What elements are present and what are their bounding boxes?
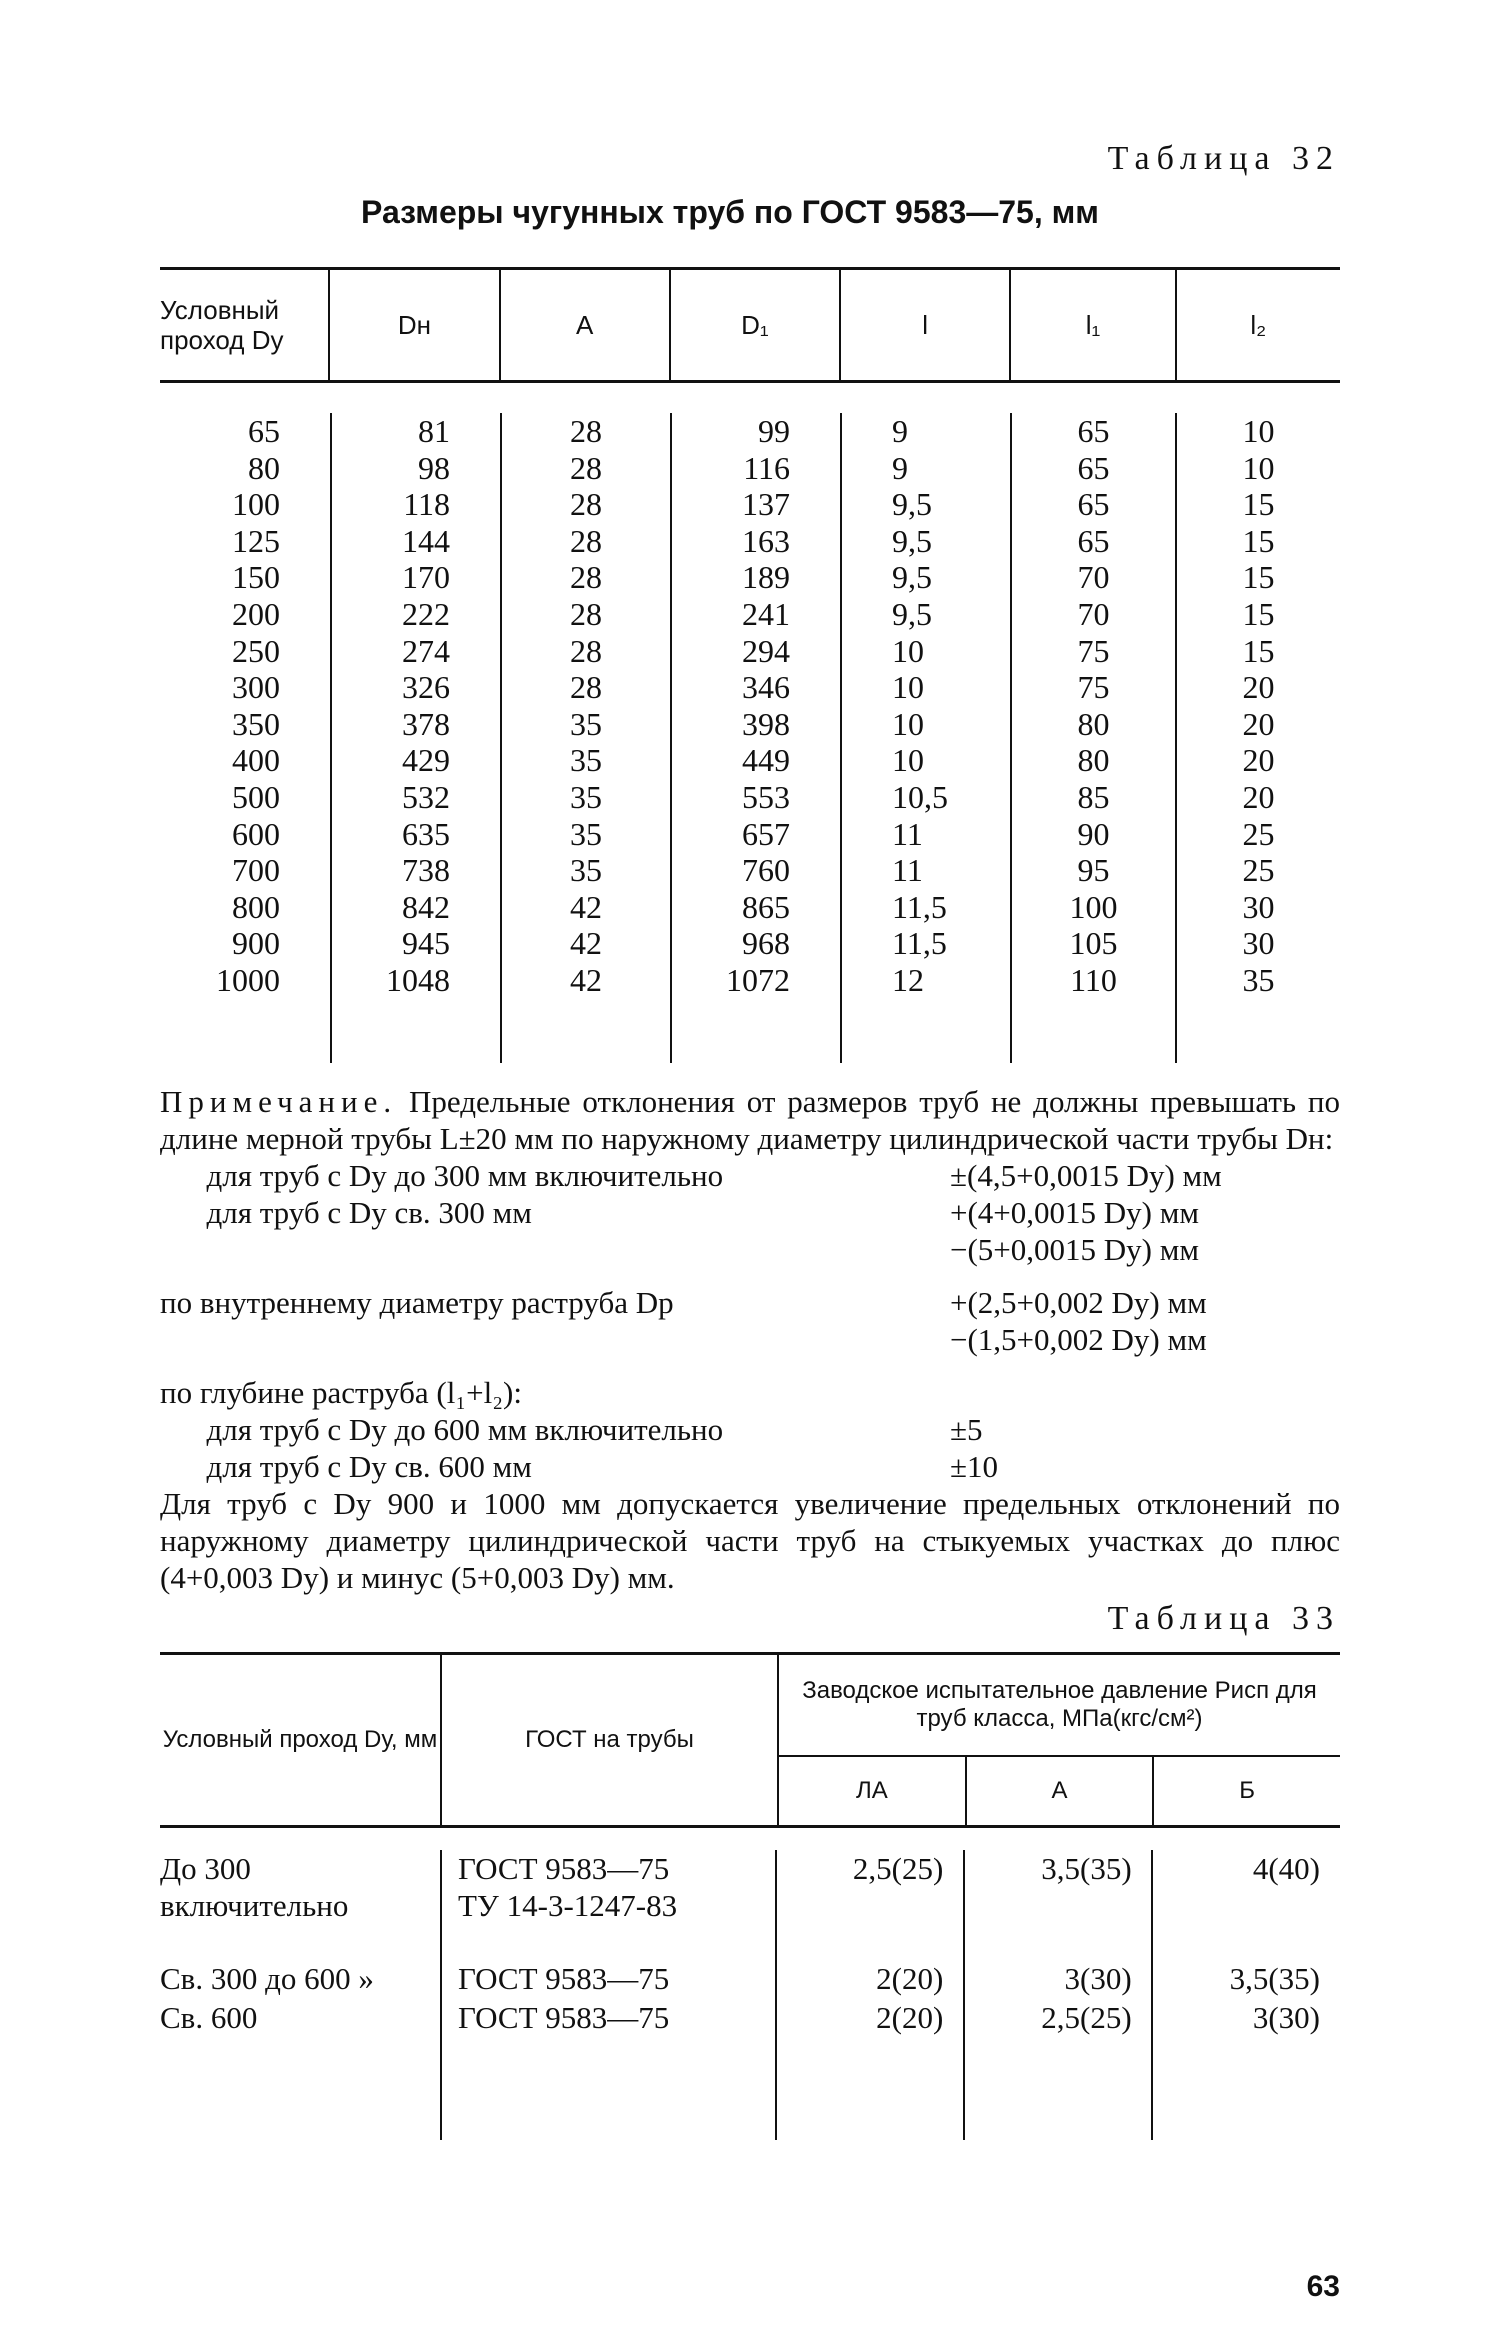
table-row — [160, 1960, 1340, 1997]
table-cell: 9,5 — [892, 522, 932, 559]
table-cell: 70 — [1077, 559, 1110, 596]
table-cell: 189 — [742, 559, 790, 596]
table-cell: 250 — [232, 632, 280, 669]
cell-dy: До 300 включительно — [160, 1851, 349, 1923]
table-cell: 10 — [1242, 449, 1275, 486]
cell-pressures — [775, 1999, 1340, 2036]
table-cell: 326 — [402, 669, 450, 706]
table-cell: 20 — [1242, 705, 1275, 742]
cell-pressures — [775, 1850, 1340, 1924]
table-cell: 75 — [1077, 632, 1110, 669]
deviation-value: +(4+0,0015 Dу) мм — [950, 1195, 1199, 1230]
table-cell: 9,5 — [892, 595, 932, 632]
table-cell: 15 — [1242, 632, 1275, 669]
table-cell: 20 — [1242, 669, 1275, 706]
pressure-a: 3(30) — [1064, 1961, 1132, 1996]
table-cell: 80 — [248, 449, 280, 486]
table-cell: 25 — [1242, 815, 1275, 852]
table-cell: 12 — [892, 961, 924, 998]
deviation-label: для труб с Dу св. 300 мм — [160, 1195, 532, 1230]
header-dn: Dн — [328, 270, 498, 380]
table-cell: 28 — [570, 595, 602, 632]
note-paragraph — [160, 1083, 1340, 1157]
table-cell: 15 — [1242, 522, 1275, 559]
table-cell: 65 — [1077, 449, 1110, 486]
table-cell: 42 — [570, 925, 602, 962]
table-cell: 30 — [1242, 888, 1275, 925]
table-cell: 125 — [232, 522, 280, 559]
header-class-la: ЛА — [855, 1777, 888, 1804]
cell-gost — [440, 1850, 775, 1924]
note-block — [160, 1083, 1340, 1596]
table-cell: 10 — [892, 669, 924, 706]
deviation-label: по внутреннему диаметру раструба Dр — [160, 1285, 674, 1320]
deviation-row — [160, 1157, 1340, 1194]
deviation-value: ±10 — [950, 1449, 999, 1484]
table-cell: 100 — [1069, 888, 1118, 925]
table-cell: 11 — [892, 815, 923, 852]
deviation-label: для труб с Dу до 600 мм включительно — [160, 1412, 724, 1447]
header-l2: l₂ — [1175, 270, 1340, 380]
pressure-b: 3,5(35) — [1229, 1961, 1320, 1996]
note-text: Предельные отклонения от размеров труб не должны превышать по длине мерной трубы L±20 мм по наружному диаметру цилиндрической части трубы Dн: — [160, 1084, 1341, 1156]
header-a: A — [499, 270, 669, 380]
table-cell: 85 — [1077, 778, 1110, 815]
table-cell: 657 — [742, 815, 790, 852]
table-cell: 635 — [402, 815, 450, 852]
table-cell: 110 — [1070, 961, 1117, 998]
deviation-row — [160, 1374, 1340, 1411]
table-cell: 99 — [758, 413, 790, 449]
table-cell: 28 — [570, 413, 602, 449]
table-cell: 150 — [232, 559, 280, 596]
deviation-row — [160, 1231, 1340, 1268]
pressure-la: 2,5(25) — [852, 1851, 944, 1886]
pressure-la: 2(20) — [876, 1961, 944, 1996]
table-cell: 35 — [570, 815, 602, 852]
table-cell: 116 — [743, 449, 790, 486]
header-pressure-group — [777, 1655, 1340, 1825]
table32-title: Размеры чугунных труб по ГОСТ 9583—75, мм — [361, 194, 1099, 230]
deviation-list — [160, 1157, 1340, 1485]
pressure-a: 3,5(35) — [1041, 1851, 1132, 1886]
table-cell: 10 — [1242, 413, 1275, 449]
table-cell: 398 — [742, 705, 790, 742]
gost-line: ГОСТ 9583—75 — [458, 2000, 670, 2035]
table-cell: 65 — [1077, 486, 1110, 523]
pressure-a: 2,5(25) — [1041, 2000, 1132, 2035]
table-cell: 70 — [1077, 595, 1110, 632]
table-cell: 429 — [402, 742, 450, 779]
deviation-value: −(5+0,0015 Dу) мм — [950, 1232, 1199, 1267]
col-dy — [160, 413, 330, 1063]
table-cell: 300 — [232, 669, 280, 706]
table-cell: 9 — [892, 413, 908, 449]
table32-caption: Таблица 32 — [1107, 140, 1340, 177]
table-cell: 11,5 — [892, 925, 947, 962]
table-cell: 700 — [232, 852, 280, 889]
header-dy-mm: Условный проход Dу, мм — [162, 1726, 438, 1753]
table33-header — [160, 1652, 1340, 1828]
table-cell: 222 — [402, 595, 450, 632]
table-cell: 100 — [232, 486, 280, 523]
table-cell: 75 — [1077, 669, 1110, 706]
gost-line: ГОСТ 9583—75 — [458, 1961, 670, 1996]
table-cell: 10 — [892, 705, 924, 742]
table33-divider — [440, 1850, 442, 2140]
table-cell: 30 — [1242, 925, 1275, 962]
deviation-row — [160, 1284, 1340, 1321]
header-classes — [779, 1757, 1340, 1825]
table-cell: 20 — [1242, 742, 1275, 779]
table-cell: 28 — [570, 669, 602, 706]
deviation-label — [160, 1231, 950, 1268]
table-cell: 553 — [742, 778, 790, 815]
header-d1: D₁ — [669, 270, 839, 380]
deviation-row — [160, 1194, 1340, 1231]
cell-gost — [440, 1960, 775, 1997]
table-cell: 105 — [1069, 925, 1118, 962]
table-cell: 95 — [1077, 852, 1110, 889]
table-cell: 760 — [742, 852, 790, 889]
table-cell: 200 — [232, 595, 280, 632]
header-class-b: Б — [1152, 1757, 1340, 1825]
table-cell: 1000 — [216, 961, 280, 998]
table-cell: 137 — [742, 486, 790, 523]
table-cell: 10,5 — [892, 778, 948, 815]
cell-dy: Св. 600 — [160, 2000, 258, 2035]
pressure-la: 2(20) — [876, 2000, 944, 2035]
table-cell: 11,5 — [892, 888, 947, 925]
table-cell: 90 — [1077, 815, 1110, 852]
cell-dy: Св. 300 до 600 » — [160, 1961, 374, 1996]
page — [160, 140, 1341, 2303]
table-cell: 945 — [402, 925, 450, 962]
table32 — [160, 267, 1340, 1063]
note-paragraph-2: Для труб с Dу 900 и 1000 мм допускается увеличение предельных отклонений по наружному диаметру цилиндрической части труб на стыкуемых участках до плюс (4+0,003 Dу) и минус (5+0,003 Dу) мм. — [160, 1486, 1340, 1595]
header-dy: Условный проход Dу — [160, 295, 284, 355]
table-cell: 738 — [402, 852, 450, 889]
deviation-value: ±5 — [950, 1412, 983, 1447]
table-cell: 163 — [742, 522, 790, 559]
table-cell: 25 — [1242, 852, 1275, 889]
table-cell: 170 — [402, 559, 450, 596]
table-cell: 42 — [570, 888, 602, 925]
table-cell: 865 — [742, 888, 790, 925]
table33-divider — [775, 1850, 777, 2140]
deviation-label: для труб с Dу св. 600 мм — [160, 1449, 532, 1484]
table-cell: 842 — [402, 888, 450, 925]
header-pressure: Заводское испытательное давление Pисп для труб класса, МПа(кгс/см²) — [779, 1655, 1340, 1757]
table33-body — [160, 1850, 1340, 2140]
cell-gost — [440, 1999, 775, 2036]
deviation-value: +(2,5+0,002 Dу) мм — [950, 1285, 1207, 1320]
pressure-b: 3(30) — [1252, 2000, 1320, 2035]
table-row — [160, 1999, 1340, 2036]
gost-line: ТУ 14-3-1247-83 — [458, 1888, 678, 1923]
table-cell: 968 — [742, 925, 790, 962]
table-cell: 35 — [1242, 961, 1275, 998]
table-cell: 15 — [1242, 559, 1275, 596]
table-cell: 35 — [570, 742, 602, 779]
table-cell: 274 — [402, 632, 450, 669]
table-cell: 144 — [402, 522, 450, 559]
deviation-row — [160, 1448, 1340, 1485]
table-cell: 1072 — [726, 961, 790, 998]
page-number: 63 — [1306, 2270, 1340, 2303]
gost-line: ГОСТ 9583—75 — [458, 1851, 670, 1886]
col-a — [500, 413, 670, 1063]
col-l2 — [1175, 413, 1340, 1063]
table33 — [160, 1652, 1340, 2140]
table-cell: 81 — [418, 413, 450, 449]
table-cell: 346 — [742, 669, 790, 706]
table-cell: 600 — [232, 815, 280, 852]
table-cell: 42 — [570, 961, 602, 998]
note-label: Примечание. — [160, 1084, 398, 1119]
table-cell: 350 — [232, 705, 280, 742]
header-l1: l₁ — [1009, 270, 1174, 380]
header-gost: ГОСТ на трубы — [440, 1655, 777, 1825]
deviation-label: по глубине раструба (l₁+l₂): — [160, 1375, 522, 1410]
col-d1 — [670, 413, 840, 1063]
table-cell: 80 — [1077, 742, 1110, 779]
table-cell: 400 — [232, 742, 280, 779]
table-cell: 900 — [232, 925, 280, 962]
deviation-label: для труб с Dу до 300 мм включительно — [160, 1158, 724, 1193]
col-l1 — [1010, 413, 1175, 1063]
deviation-value: ±(4,5+0,0015 Dу) мм — [950, 1158, 1222, 1193]
table-cell: 9,5 — [892, 559, 932, 596]
table-cell: 65 — [248, 413, 280, 449]
table-cell: 241 — [742, 595, 790, 632]
table-cell: 800 — [232, 888, 280, 925]
table-cell: 118 — [403, 486, 450, 523]
table-cell: 28 — [570, 559, 602, 596]
col-dn — [330, 413, 500, 1063]
table-cell: 10 — [892, 742, 924, 779]
table-cell: 28 — [570, 486, 602, 523]
table-cell: 294 — [742, 632, 790, 669]
pressure-b: 4(40) — [1252, 1851, 1320, 1886]
table-cell: 9 — [892, 449, 908, 486]
deviation-value: −(1,5+0,002 Dу) мм — [950, 1322, 1207, 1357]
table-row — [160, 1850, 1340, 1924]
col-l — [840, 413, 1010, 1063]
table-cell: 15 — [1242, 486, 1275, 523]
table32-body — [160, 383, 1340, 1063]
deviation-row — [160, 1411, 1340, 1448]
table-cell: 28 — [570, 449, 602, 486]
table-cell: 35 — [570, 705, 602, 742]
table-cell: 9,5 — [892, 486, 932, 523]
table-cell: 28 — [570, 522, 602, 559]
table-cell: 15 — [1242, 595, 1275, 632]
table-cell: 80 — [1077, 705, 1110, 742]
table-cell: 35 — [570, 778, 602, 815]
table-cell: 11 — [892, 852, 923, 889]
table-cell: 98 — [418, 449, 450, 486]
table33-caption: Таблица 33 — [1107, 1600, 1340, 1637]
cell-pressures — [775, 1960, 1340, 1997]
table32-header — [160, 267, 1340, 383]
table33-divider — [963, 1850, 965, 2140]
table-cell: 65 — [1077, 413, 1110, 449]
table-cell: 10 — [892, 632, 924, 669]
table-cell: 28 — [570, 632, 602, 669]
header-l: l — [839, 270, 1009, 380]
table-cell: 378 — [402, 705, 450, 742]
header-class-a: А — [965, 1757, 1153, 1825]
table-cell: 532 — [402, 778, 450, 815]
deviation-row — [160, 1321, 1340, 1358]
table-cell: 449 — [742, 742, 790, 779]
table-cell: 1048 — [386, 961, 450, 998]
table33-divider — [1151, 1850, 1153, 2140]
table-cell: 20 — [1242, 778, 1275, 815]
table-cell: 65 — [1077, 522, 1110, 559]
table-cell: 35 — [570, 852, 602, 889]
table-cell: 500 — [232, 778, 280, 815]
deviation-label — [160, 1321, 950, 1358]
